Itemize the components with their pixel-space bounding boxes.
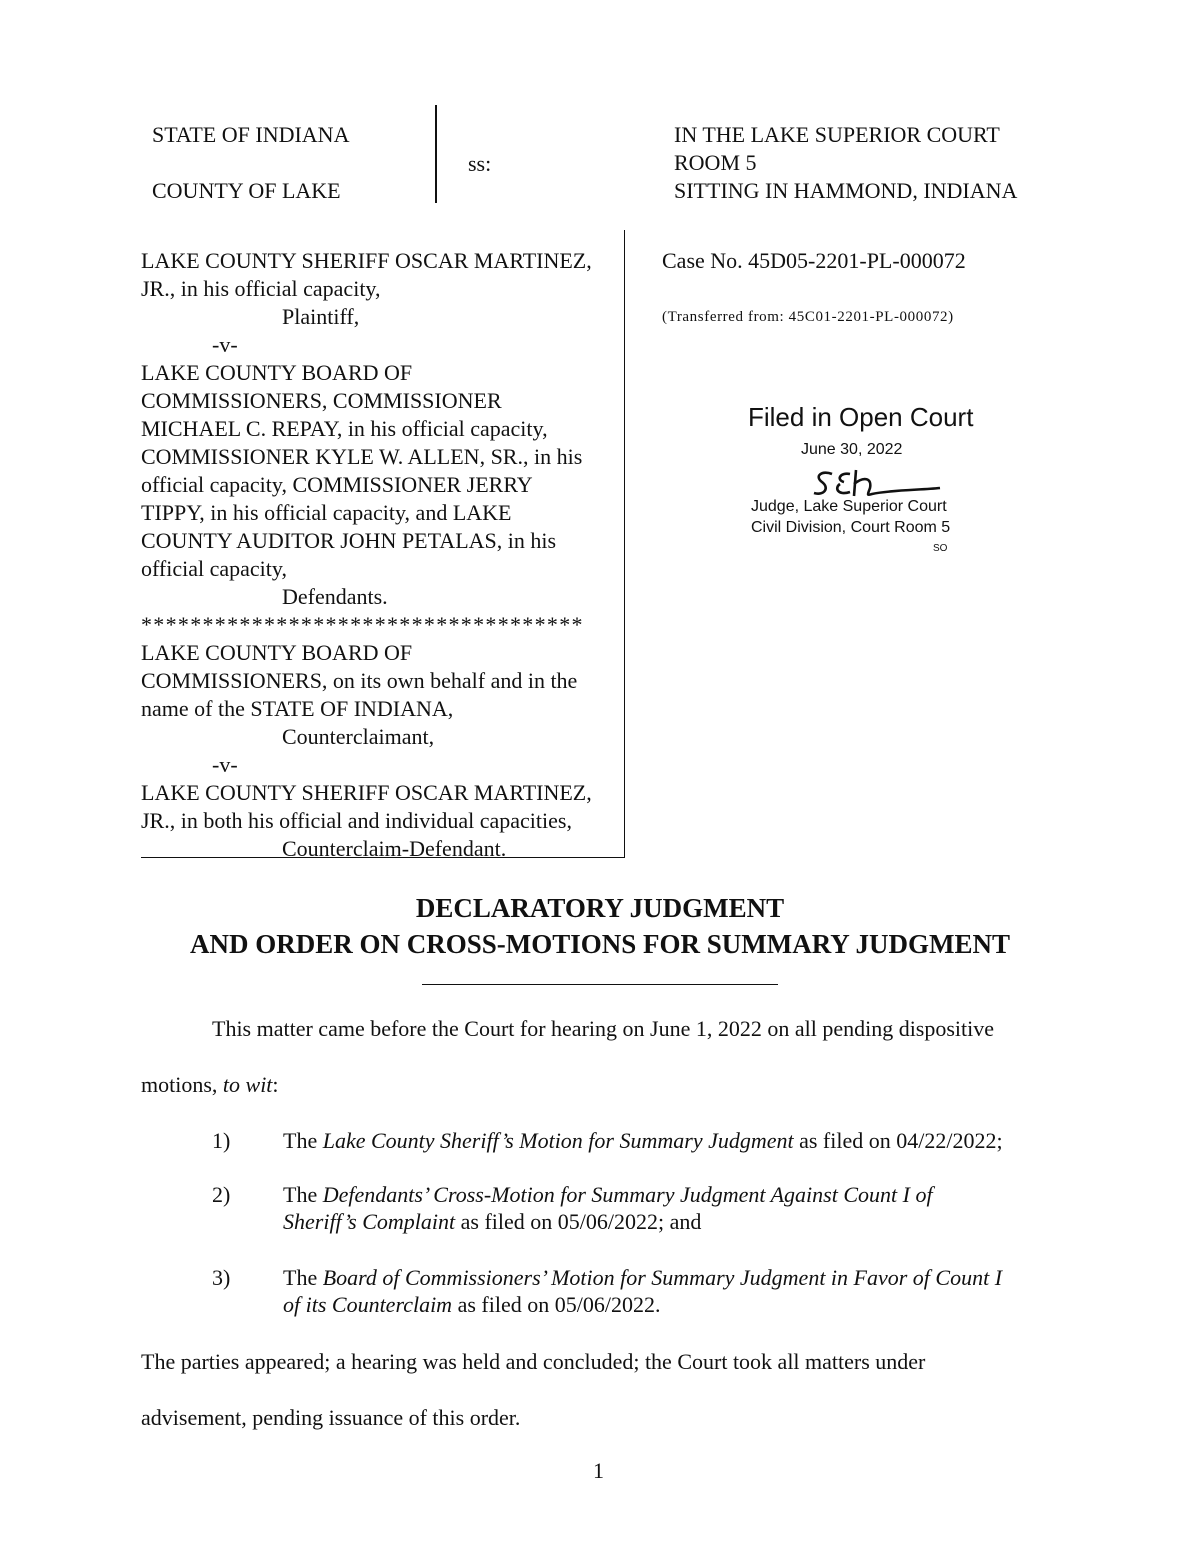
- case-caption: [141, 247, 592, 863]
- court-room: ROOM 5: [674, 150, 757, 175]
- stamp-initials: SO: [933, 543, 948, 554]
- item-filed: as filed on 05/06/2022.: [452, 1292, 661, 1317]
- caption-line: LAKE COUNTY BOARD OF: [141, 360, 413, 385]
- caption-line: COMMISSIONERS, COMMISSIONER: [141, 388, 502, 413]
- item-number: 2): [212, 1182, 231, 1207]
- county-label: COUNTY OF LAKE: [152, 178, 341, 203]
- item-motion-title: Defendants’ Cross-Motion for Summary Judgment Against Count I of: [322, 1182, 933, 1207]
- caption-versus: -v-: [212, 332, 238, 357]
- transferred-from: (Transferred from: 45C01-2201-PL-000072): [662, 309, 954, 325]
- caption-line: COUNTY AUDITOR JOHN PETALAS, in his: [141, 528, 557, 553]
- caption-role: Counterclaimant,: [282, 724, 435, 749]
- caption-line: LAKE COUNTY SHERIFF OSCAR MARTINEZ,: [141, 780, 592, 805]
- header-divider: [435, 105, 437, 203]
- case-number: Case No. 45D05-2201-PL-000072: [662, 248, 966, 273]
- caption-line: LAKE COUNTY SHERIFF OSCAR MARTINEZ,: [141, 248, 592, 273]
- caption-role: Counterclaim-Defendant.: [282, 836, 507, 861]
- court-name: IN THE LAKE SUPERIOR COURT: [674, 122, 1000, 147]
- item-motion-title: of its Counterclaim: [283, 1292, 453, 1317]
- caption-line: official capacity, COMMISSIONER JERRY: [141, 472, 533, 497]
- para1-line2: [141, 1072, 279, 1098]
- item-number: 3): [212, 1265, 231, 1290]
- title-underline: [422, 984, 778, 985]
- judge-signature: [810, 466, 945, 502]
- item-lead: The: [283, 1265, 323, 1290]
- item-1-text: [283, 1128, 1003, 1154]
- para2-line2: advisement, pending issuance of this order.: [141, 1405, 521, 1430]
- stamp-date: June 30, 2022: [801, 441, 903, 458]
- caption-role: Defendants.: [282, 584, 388, 609]
- document-title-line2: AND ORDER ON CROSS-MOTIONS FOR SUMMARY JUDGMENT: [189, 929, 1011, 959]
- item-lead: The: [283, 1182, 323, 1207]
- caption-separator: ************************************: [141, 612, 584, 637]
- ss-label: ss:: [468, 151, 492, 176]
- stamp-judge-line: Judge, Lake Superior Court: [751, 498, 947, 515]
- item-number: 1): [212, 1128, 231, 1153]
- item-3-line1: [283, 1265, 1002, 1291]
- para2-line1: The parties appeared; a hearing was held and concluded; the Court took all matters under: [141, 1349, 926, 1374]
- document-title-line1: DECLARATORY JUDGMENT: [415, 893, 785, 923]
- item-filed: as filed on 05/06/2022; and: [455, 1209, 702, 1234]
- caption-line: name of the STATE OF INDIANA,: [141, 696, 454, 721]
- caption-line: COMMISSIONER KYLE W. ALLEN, SR., in his: [141, 444, 583, 469]
- para1-italic: to wit: [222, 1072, 273, 1097]
- item-motion-title: Sheriff’s Complaint: [283, 1209, 456, 1234]
- item-2-line2: [283, 1209, 701, 1235]
- caption-role: Plaintiff,: [282, 304, 360, 329]
- caption-line: LAKE COUNTY BOARD OF: [141, 640, 413, 665]
- caption-line: COMMISSIONERS, on its own behalf and in the: [141, 668, 578, 693]
- caption-line: TIPPY, in his official capacity, and LAKE: [141, 500, 512, 525]
- caption-line: official capacity,: [141, 556, 287, 581]
- para1-colon: :: [272, 1072, 279, 1097]
- court-location: SITTING IN HAMMOND, INDIANA: [674, 178, 1018, 203]
- para1-text: motions,: [141, 1072, 223, 1097]
- caption-line: JR., in his official capacity,: [141, 276, 381, 301]
- caption-divider: [624, 230, 625, 858]
- para1-line1: This matter came before the Court for hearing on June 1, 2022 on all pending dispositive: [212, 1016, 995, 1041]
- stamp-title: Filed in Open Court: [748, 402, 974, 432]
- caption-line: MICHAEL C. REPAY, in his official capacity,: [141, 416, 548, 441]
- item-lead: The: [283, 1128, 323, 1153]
- caption-line: JR., in both his official and individual capacities,: [141, 808, 572, 833]
- item-filed: as filed on 04/22/2022;: [793, 1128, 1003, 1153]
- stamp-division-line: Civil Division, Court Room 5: [751, 519, 951, 536]
- page-number: 1: [593, 1458, 604, 1483]
- item-2-line1: [283, 1182, 933, 1208]
- state-label: STATE OF INDIANA: [152, 122, 350, 147]
- item-3-line2: [283, 1292, 660, 1318]
- item-motion-title: Board of Commissioners’ Motion for Summary Judgment in Favor of Count I: [322, 1265, 1003, 1290]
- item-motion-title: Lake County Sheriff’s Motion for Summary Judgment: [322, 1128, 794, 1153]
- caption-versus: -v-: [212, 752, 238, 777]
